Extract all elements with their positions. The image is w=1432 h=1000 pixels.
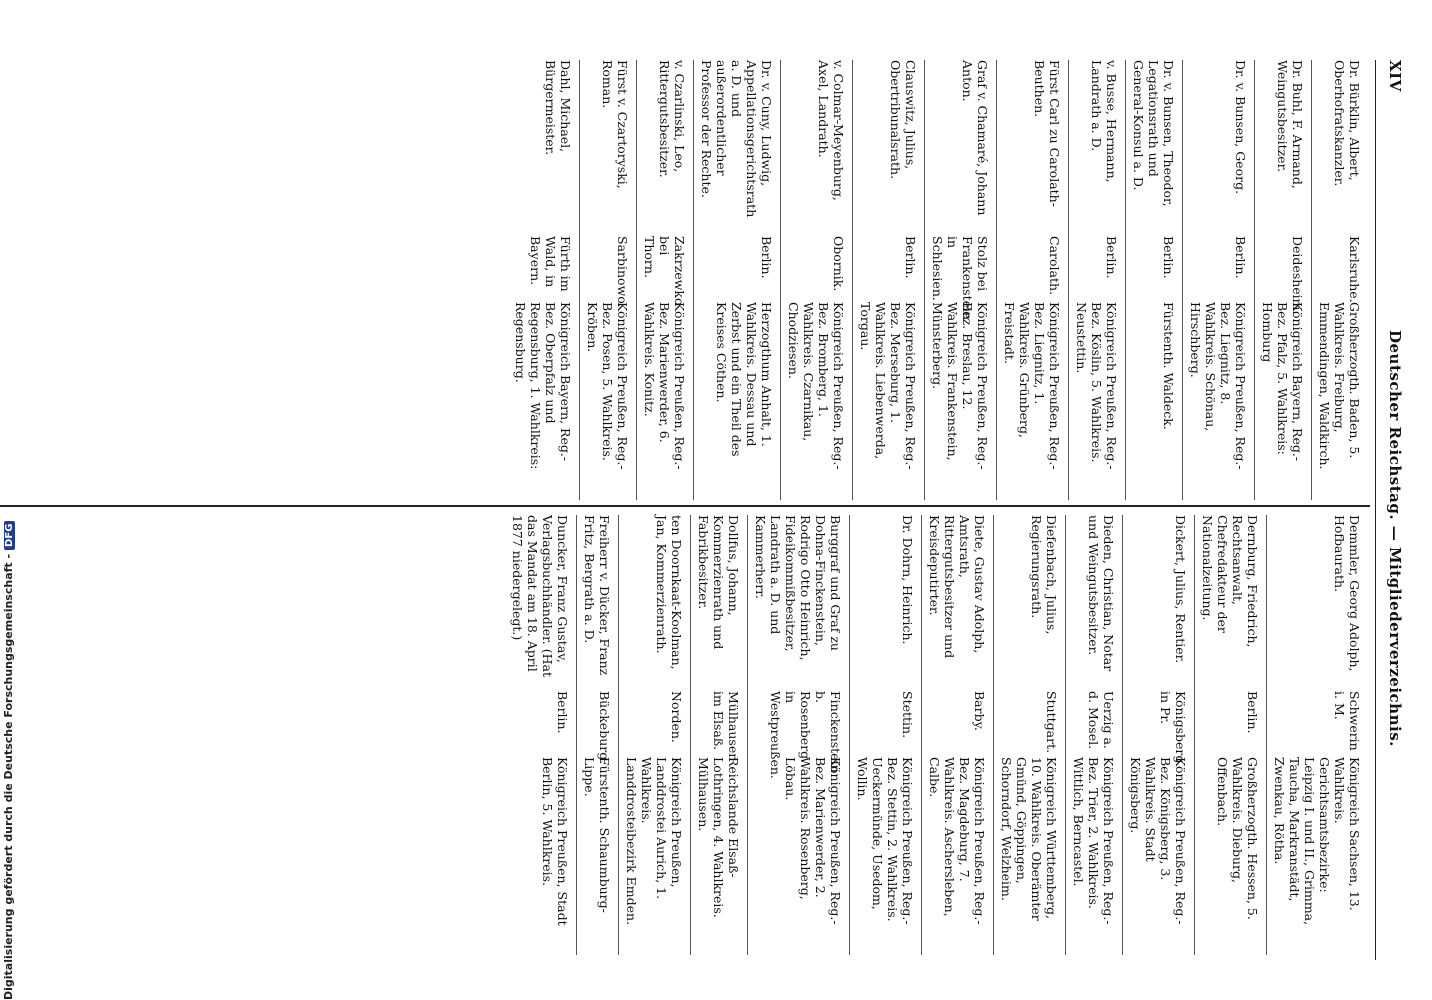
member-constituency: Königreich Preußen, Landdrostei Aurich, 1. Wahlkreis. Landdrosteibezirk Emden. — [624, 757, 684, 926]
member-constituency: Königreich Preußen, Reg.-Bez. Merseburg, 1. Wahlkreis. Liebenwerda, Torgau. — [858, 302, 918, 470]
member-constituency: Königreich Preußen, Reg.-Bez. Marienwerder, 2. Wahlkreis. Rosenberg, Löbau. — [783, 757, 843, 925]
member-entry — [636, 60, 693, 500]
member-residence: Berlin. — [1245, 691, 1260, 734]
member-residence: Barby. — [972, 691, 987, 731]
member-residence: Zakrzewko bei Thorn. — [642, 236, 687, 306]
member-entry — [690, 515, 747, 955]
member-entry — [579, 60, 636, 500]
member-residence: Norden. — [669, 691, 684, 743]
member-residence: Berlin. — [759, 236, 774, 279]
member-name: Dr. Bürklin, Albert, Oberhofratskanzler. — [1332, 60, 1362, 187]
member-constituency: Königreich Preußen, Reg.-Bez. Königsberg, 3. Wahlkreis. Stadt Königsberg. — [1128, 757, 1188, 925]
member-name: Dr. v. Cuny, Ludwig, Appellationsgerichtsrath a. D. und außerordentlicher Professor der Rechte. — [699, 60, 774, 218]
member-name: Dollfus, Johann, Kommerzienrath und Fabrikbesitzer. — [696, 515, 741, 650]
member-constituency: Königreich Württemberg, 10. Wahlkreis. Oberämter Gmünd, Göppingen, Schorndorf, Welzheim. — [999, 757, 1059, 921]
member-residence: Stettin. — [900, 691, 915, 739]
page-number: XIV — [1386, 60, 1404, 92]
member-entry — [849, 515, 921, 955]
member-residence: Stolz bei Frankenstein in Schlesien. — [930, 236, 990, 321]
member-constituency: Fürstenth. Waldeck. — [1161, 302, 1176, 430]
member-residence: Mülhausen im Elsaß. — [711, 691, 741, 762]
page-header — [1378, 60, 1404, 960]
member-constituency: Königreich Preußen, Reg.-Bez. Bromberg, 1. Wahlkreis. Czarnikau, Chodziesen. — [786, 302, 846, 470]
member-residence: Berlin. — [1161, 236, 1176, 279]
member-name: Freiherr v. Dücker, Franz Fritz, Bergrath a. D. — [582, 515, 612, 676]
member-residence: Berlin. — [555, 691, 570, 734]
header-rule — [1375, 60, 1376, 960]
member-constituency: Herzogthum Anhalt, 1. Wahlkreis. Dessau und Zerbst und ein Theil des Kreises Cöthen. — [714, 302, 774, 457]
member-entry — [1065, 515, 1122, 955]
member-name: Dernburg, Friedrich, Rechtsanwalt, Chefredakteur der Nationalzeitung. — [1200, 515, 1260, 648]
member-constituency: Königreich Preußen, Reg.-Bez. Liegnitz, 8. Wahlkreis. Schönau, Hirschberg. — [1188, 302, 1248, 470]
member-residence: Schwerin i. M. — [1332, 691, 1362, 751]
member-name: v. Colmar-Meyenburg, Axel, Landrath. — [816, 60, 846, 201]
member-residence: Deidesheim. — [1290, 236, 1305, 315]
left-column — [508, 60, 1368, 500]
member-constituency: Königreich Preußen, Reg.-Bez. Posen, 5. Wahlkreis. Kröben. — [585, 302, 630, 470]
member-residence: Berlin. — [1104, 236, 1119, 279]
member-constituency: Königreich Preußen, Reg.-Bez. Stettin, 2. Wahlkreis. Ueckermünde, Usedom, Wollin. — [855, 757, 915, 925]
member-entry — [1266, 515, 1368, 955]
right-column — [505, 515, 1368, 955]
member-residence: Stuttgart. — [1044, 691, 1059, 754]
member-name: Diete, Gustav Adolph, Amtsrath, Rittergutsbesitzer und Kreisdeputirter. — [927, 515, 987, 659]
member-entry — [1182, 60, 1254, 500]
member-name: Dr. Buhl, F. Armand, Weingutsbesitzer. — [1275, 60, 1305, 189]
member-constituency: Königreich Sachsen, 13. Wahlkreis. Gerichtsamtsbezirke: Leipzig I. und II., Grimma, Taucha, Markranstädt, Zwenkau, Rötha. — [1272, 757, 1362, 926]
member-constituency: Reichslande Elsaß-Lothringen, 4. Wahlkreis. Mülhausen. — [696, 757, 741, 918]
member-name: v. Czarlinski, Leo, Rittergutsbesitzer. — [657, 60, 687, 178]
member-name: Dr. Dohrn, Heinrich. — [900, 515, 915, 645]
member-constituency: Königreich Bayern, Reg.-Bez. Pfalz, 5. Wahlkreis: Homburg — [1260, 302, 1305, 462]
member-entry — [505, 515, 576, 955]
member-entry — [508, 60, 579, 500]
member-entry — [921, 515, 993, 955]
member-name: Dickert, Julius, Rentier. — [1173, 515, 1188, 664]
member-name: Dahl, Michael, Bürgermeister. — [543, 60, 573, 156]
member-entry — [1068, 60, 1125, 500]
member-name: Dr. v. Bunsen, Theodor, Legationsrath und General-Konsul a. D. — [1131, 60, 1176, 207]
member-entry — [1311, 60, 1368, 500]
member-residence: Berlin. — [1233, 236, 1248, 279]
column-separator — [0, 505, 1370, 507]
member-name: Fürst v. Czartoryski, Roman. — [600, 60, 630, 189]
member-entry — [996, 60, 1068, 500]
member-constituency: Großherzogth. Baden, 5. Wahlkreis. Freiburg, Emmendingen, Waldkirch. — [1317, 302, 1362, 470]
member-residence: Berlin. — [903, 236, 918, 279]
member-constituency: Königreich Preußen, Stadt Berlin, 5. Wahlkreis. — [540, 757, 570, 926]
member-entry — [1254, 60, 1311, 500]
member-constituency: Königreich Preußen, Reg.-Bez. Breslau, 12. Wahlkreis. Frankenstein, Münsterberg. — [930, 302, 990, 470]
member-entry — [693, 60, 780, 500]
dfg-note-text: Digitalisierung gefördert durch die Deutsche Forschungsgemeinschaft - — [2, 553, 15, 1000]
member-residence: Obornik. — [831, 236, 846, 292]
member-name: ten Doornkaat-Koolman, Jan, Kommerzienrath. — [654, 515, 684, 670]
member-name: v. Busse, Hermann, Landrath a. D. — [1089, 60, 1119, 183]
member-entry — [1122, 515, 1194, 955]
member-entry — [993, 515, 1065, 955]
member-entry — [780, 60, 852, 500]
member-constituency: Königreich Preußen, Reg.-Bez. Liegnitz, 1. Wahlkreis. Grünberg, Freistadt. — [1002, 302, 1062, 470]
member-constituency: Königreich Bayern, Reg.-Bez. Oberpfalz und Regensburg, 1. Wahlkreis: Regensburg. — [513, 302, 573, 470]
member-entry — [1194, 515, 1266, 955]
member-entry — [618, 515, 690, 955]
member-residence: Bückeburg. — [597, 691, 612, 765]
member-residence: Königsberg in Pr. — [1158, 691, 1188, 764]
member-name: Dieden, Christian, Notar und Weingutsbesitzer. — [1086, 515, 1116, 672]
member-constituency: Fürstenth. Schaumburg-Lippe. — [582, 757, 612, 913]
member-name: Diefenbach, Julius, Regierungsrath. — [1029, 515, 1059, 635]
member-constituency: Königreich Preußen, Reg.-Bez. Trier, 2. Wahlkreis. Wittlich, Berncastel. — [1071, 757, 1116, 925]
page-title: Deutscher Reichstag. — Mitgliederverzeichnis. — [1386, 330, 1404, 747]
dfg-logo: DFG — [4, 521, 15, 550]
member-entry — [576, 515, 618, 955]
member-name: Clauswitz, Julius, Obertribunalsrath. — [888, 60, 918, 180]
member-entry — [852, 60, 924, 500]
member-residence: Carolath. — [1047, 236, 1062, 296]
member-residence: Uerzig a. d. Mosel. — [1086, 691, 1116, 750]
member-name: Graf v. Chamaré, Johann Anton. — [960, 60, 990, 216]
member-name: Fürst Carl zu Carolath-Beuthen. — [1032, 60, 1062, 207]
member-constituency: Königreich Preußen, Reg.-Bez. Marienwerder, 6. Wahlkreis. Konitz. — [642, 302, 687, 470]
member-entry — [747, 515, 849, 955]
member-name: Demmler, Georg Adolph, Hofbaurath. — [1332, 515, 1362, 672]
member-name: Burggraf und Graf zu Dohna-Finckenstein, Rodrigo Otto Heinrich, Fideikommißbesitzer, Landrath a. D. und Kammerherr. — [753, 515, 843, 661]
member-residence: Fürth im Wald, in Bayern. — [528, 236, 573, 292]
member-residence: Karlsruhe. — [1347, 236, 1362, 303]
member-constituency: Großherzogth. Hessen, 5. Wahlkreis. Dieburg, Offenbach. — [1215, 757, 1260, 920]
member-residence: Sarbinowo. — [615, 236, 630, 308]
member-name: Dr. v. Bunsen, Georg. — [1233, 60, 1248, 195]
member-entry — [924, 60, 996, 500]
member-residence: Finckenstein b. Rosenberg in Westpreußen. — [768, 691, 843, 779]
member-constituency: Königreich Preußen, Reg.-Bez. Magdeburg, 7. Wahlkreis. Aschersleben, Calbe. — [927, 757, 987, 925]
member-constituency: Königreich Preußen, Reg.-Bez. Köslin, 5. Wahlkreis. Neustettin. — [1074, 302, 1119, 470]
member-name: Duncker, Franz Gustav, Verlagsbuchhändler. (Hat das Mandat am 18. April 1877 niedergelegt.) — [510, 515, 570, 677]
member-entry — [1125, 60, 1182, 500]
